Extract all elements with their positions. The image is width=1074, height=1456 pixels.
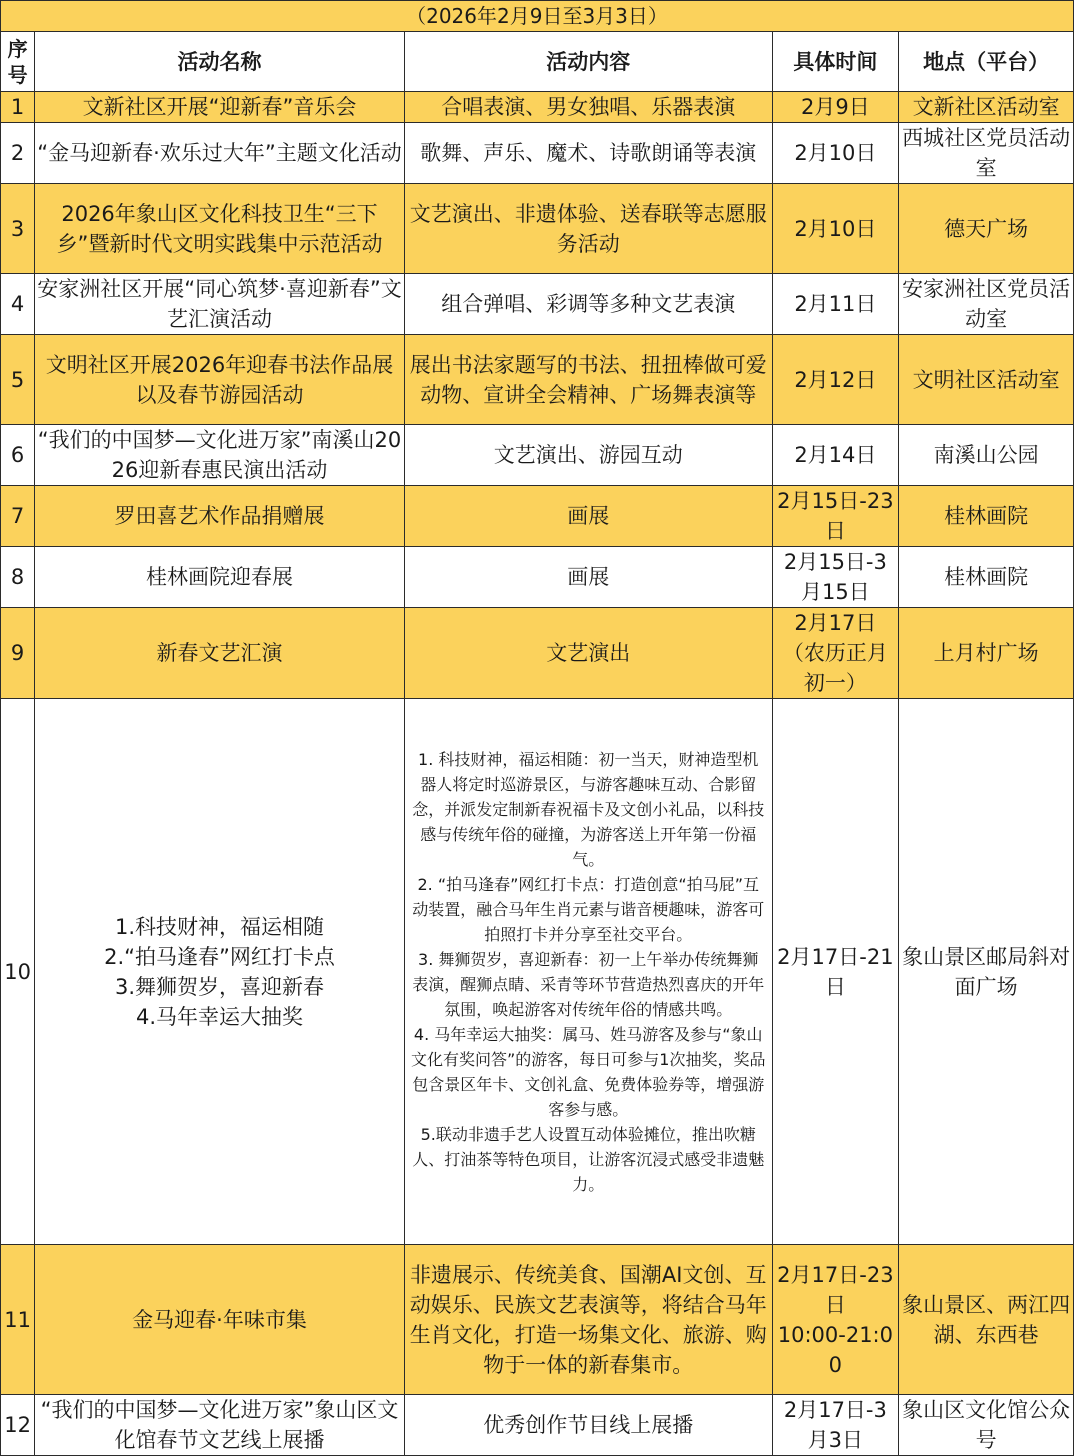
- row-num: 2: [1, 123, 35, 184]
- row-place: 桂林画院: [899, 547, 1074, 608]
- row-name: “我们的中国梦—文化进万家”象山区文化馆春节文艺线上展播: [35, 1395, 405, 1456]
- table-title: （2026年2月9日至3月3日）: [1, 1, 1074, 32]
- row-name: [35, 699, 405, 1245]
- row-time: 2月17日-3月3日: [772, 1395, 899, 1456]
- row-num: 8: [1, 547, 35, 608]
- row-name: 罗田喜艺术作品捐赠展: [35, 486, 405, 547]
- row-place: 南溪山公园: [899, 425, 1074, 486]
- row-time: 2月15日-3月15日: [772, 547, 899, 608]
- row-content: 文艺演出、游园互动: [404, 425, 772, 486]
- row-content: 歌舞、声乐、魔术、诗歌朗诵等表演: [404, 123, 772, 184]
- row-time: 2月17日（农历正月初一）: [772, 608, 899, 699]
- row-place: 象山景区邮局斜对面广场: [899, 699, 1074, 1245]
- table-row: [1, 184, 1074, 274]
- table-row: [1, 335, 1074, 425]
- row-place: 象山区文化馆公众号: [899, 1395, 1074, 1456]
- row-time: 2月17日-21日: [772, 699, 899, 1245]
- row-num: 5: [1, 335, 35, 425]
- row-time: 2月12日: [772, 335, 899, 425]
- table-row: [1, 699, 1074, 1245]
- row-name: 2026年象山区文化科技卫生“三下乡”暨新时代文明实践集中示范活动: [35, 184, 405, 274]
- table-row: [1, 92, 1074, 123]
- table-row: [1, 425, 1074, 486]
- row-place: 安家洲社区党员活动室: [899, 274, 1074, 335]
- header-num: 序号: [1, 32, 35, 92]
- row-place: 文新社区活动室: [899, 92, 1074, 123]
- row-place: 上月村广场: [899, 608, 1074, 699]
- table-row: [1, 608, 1074, 699]
- row-place: 象山景区、两江四湖、东西巷: [899, 1245, 1074, 1395]
- content-item: 5.联动非遗手艺人设置互动体验摊位，推出吹糖人、打油茶等特色项目，让游客沉浸式感受非遗魅力。: [412, 1124, 765, 1194]
- row-name-line: 3.舞狮贺岁，喜迎新春: [114, 974, 325, 999]
- table-row: [1, 123, 1074, 184]
- row-name: 桂林画院迎春展: [35, 547, 405, 608]
- row-place: 德天广场: [899, 184, 1074, 274]
- row-name-line: 4.马年幸运大抽奖: [135, 1004, 304, 1029]
- row-time-date: 2月17日-23日: [777, 1262, 894, 1317]
- row-num: 3: [1, 184, 35, 274]
- row-name: 新春文艺汇演: [35, 608, 405, 699]
- row-time: [772, 1245, 899, 1395]
- header-name: 活动名称: [35, 32, 405, 92]
- row-time: 2月15日-23日: [772, 486, 899, 547]
- row-content: 文艺演出: [404, 608, 772, 699]
- table-row: [1, 486, 1074, 547]
- row-name: 安家洲社区开展“同心筑梦·喜迎新春”文艺汇演活动: [35, 274, 405, 335]
- row-content: 组合弹唱、彩调等多种文艺表演: [404, 274, 772, 335]
- table-row: [1, 1245, 1074, 1395]
- row-num: 10: [1, 699, 35, 1245]
- row-name-line: 2.“拍马逢春”网红打卡点: [104, 944, 335, 969]
- row-num: 4: [1, 274, 35, 335]
- row-name: 文明社区开展2026年迎春书法作品展以及春节游园活动: [35, 335, 405, 425]
- content-item: 2. “拍马逢春”网红打卡点：打造创意“拍马屁”互动装置，融合马年生肖元素与谐音梗趣味，游客可拍照打卡并分享至社交平台。: [412, 874, 765, 944]
- row-name: 金马迎春·年味市集: [35, 1245, 405, 1395]
- row-name: “金马迎新春·欢乐过大年”主题文化活动: [35, 123, 405, 184]
- row-num: 9: [1, 608, 35, 699]
- row-num: 12: [1, 1395, 35, 1456]
- row-num: 1: [1, 92, 35, 123]
- row-time: 2月11日: [772, 274, 899, 335]
- row-num: 6: [1, 425, 35, 486]
- header-content: 活动内容: [404, 32, 772, 92]
- row-time: 2月9日: [772, 92, 899, 123]
- row-time-hours: 10:00-21:00: [777, 1322, 893, 1377]
- row-name: “我们的中国梦—文化进万家”南溪山2026迎新春惠民演出活动: [35, 425, 405, 486]
- row-num: 7: [1, 486, 35, 547]
- row-place: 桂林画院: [899, 486, 1074, 547]
- row-content: 文艺演出、非遗体验、送春联等志愿服务活动: [404, 184, 772, 274]
- row-place: 西城社区党员活动室: [899, 123, 1074, 184]
- row-content: 画展: [404, 486, 772, 547]
- row-content: 合唱表演、男女独唱、乐器表演: [404, 92, 772, 123]
- header-place: 地点（平台）: [899, 32, 1074, 92]
- table-row: [1, 274, 1074, 335]
- header-time: 具体时间: [772, 32, 899, 92]
- row-name-line: 1.科技财神，福运相随: [114, 914, 325, 939]
- row-name: 文新社区开展“迎新春”音乐会: [35, 92, 405, 123]
- row-content: 画展: [404, 547, 772, 608]
- row-time: 2月10日: [772, 184, 899, 274]
- row-time: 2月14日: [772, 425, 899, 486]
- row-content: 展出书法家题写的书法、扭扭棒做可爱动物、宣讲全会精神、广场舞表演等: [404, 335, 772, 425]
- table-row: [1, 1395, 1074, 1456]
- row-place: 文明社区活动室: [899, 335, 1074, 425]
- row-content: 优秀创作节目线上展播: [404, 1395, 772, 1456]
- row-content: [404, 699, 772, 1245]
- content-item: 3. 舞狮贺岁，喜迎新春：初一上午举办传统舞狮表演，醒狮点睛、采青等环节营造热烈喜庆的开年氛围，唤起游客对传统年俗的情感共鸣。: [412, 949, 765, 1019]
- table-row: [1, 547, 1074, 608]
- content-item: 1. 科技财神，福运相随：初一当天，财神造型机器人将定时巡游景区，与游客趣味互动、合影留念，并派发定制新春祝福卡及文创小礼品，以科技感与传统年俗的碰撞，为游客送上开年第一份福气。: [412, 749, 765, 869]
- content-item: 4. 马年幸运大抽奖：属马、姓马游客及参与“象山文化有奖问答”的游客，每日可参与1次抽奖，奖品包含景区年卡、文创礼盒、免费体验券等，增强游客参与感。: [410, 1024, 766, 1119]
- row-content: 非遗展示、传统美食、国潮AI文创、互动娱乐、民族文艺表演等，将结合马年生肖文化，打造一场集文化、旅游、购物于一体的新春集市。: [404, 1245, 772, 1395]
- row-time: 2月10日: [772, 123, 899, 184]
- row-num: 11: [1, 1245, 35, 1395]
